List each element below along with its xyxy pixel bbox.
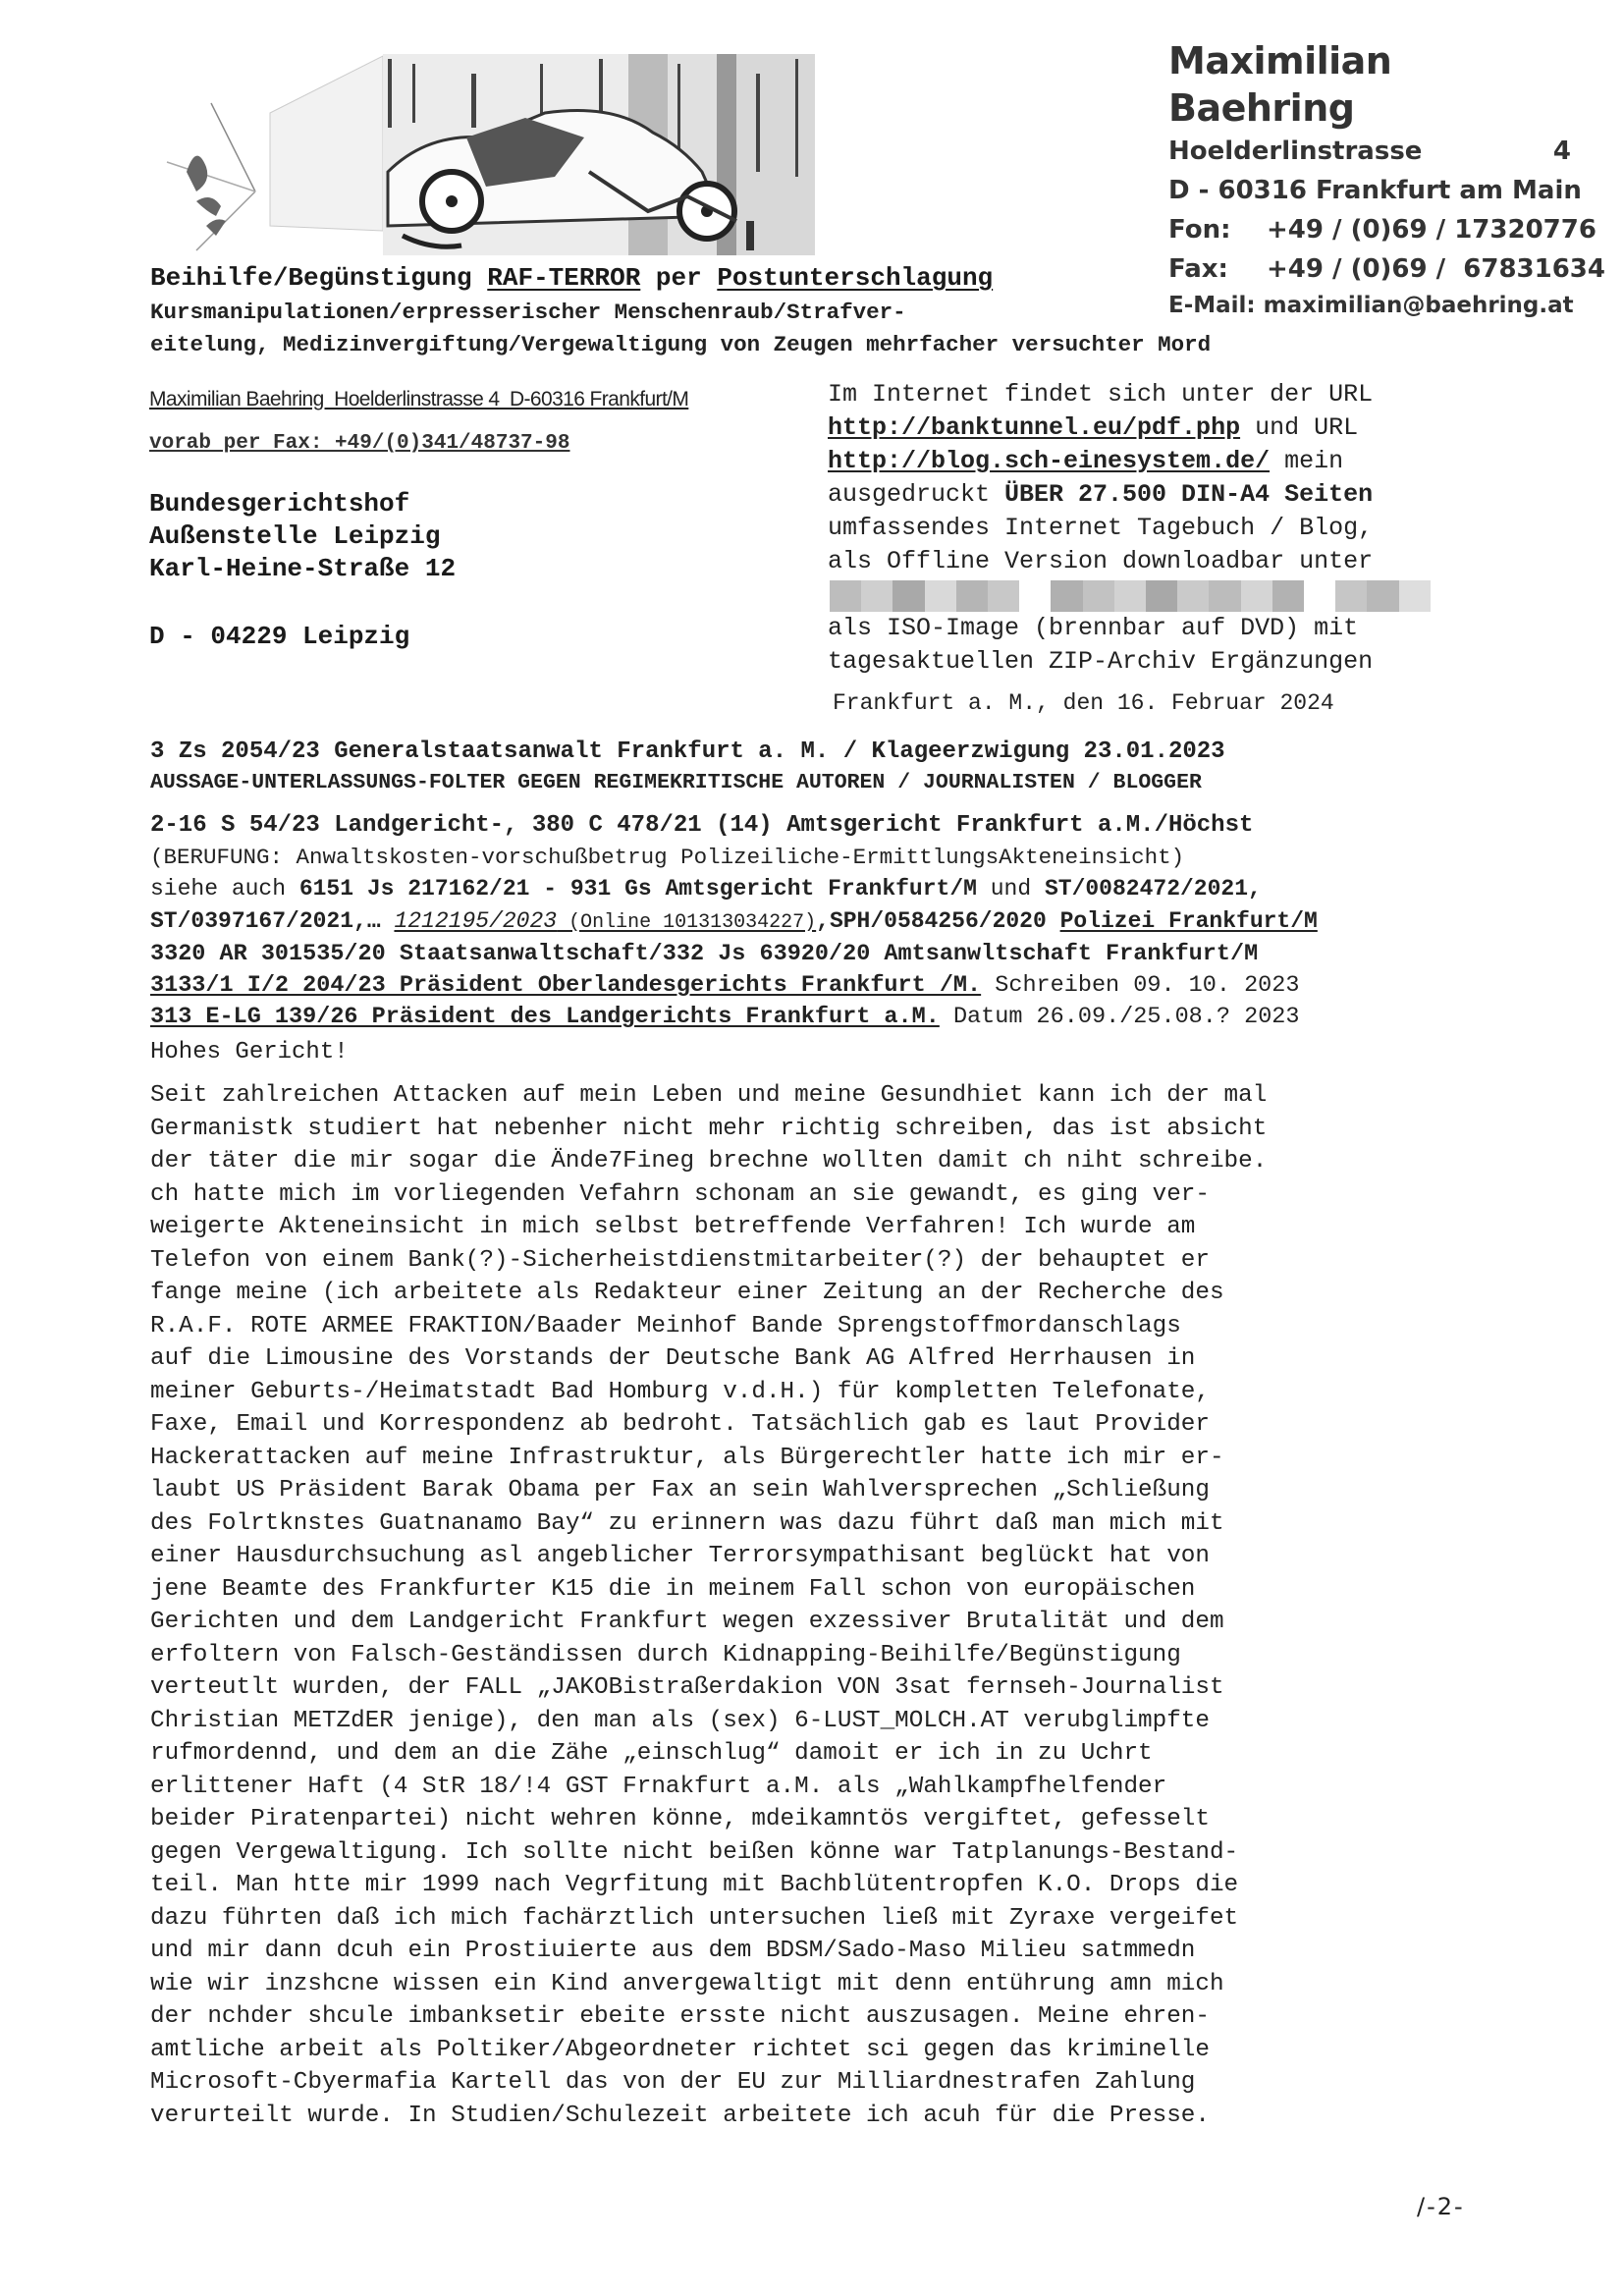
- info-line-7: als ISO-Image (brennbar auf DVD) mit: [828, 614, 1359, 642]
- body-line: auf die Limousine des Vorstands der Deutsche Bank AG Alfred Herrhausen in: [150, 1345, 1196, 1372]
- ref5-and: und: [976, 876, 1045, 902]
- body-line: gegen Vergewaltigung. Ich sollte nicht beißen könne war Tatplanungs-Bestand-: [150, 1838, 1239, 1866]
- recipient-line-1: Bundesgerichtshof: [149, 489, 410, 519]
- fax-ahead-note: vorab per Fax: +49/(0)341/48737-98: [149, 432, 570, 455]
- header-photo: [128, 54, 815, 255]
- url-blog-link[interactable]: http://blog.sch-einesystem.de/: [828, 447, 1271, 475]
- recipient-address: [149, 488, 456, 585]
- sender-city: D - 60316 Frankfurt am Main: [1168, 176, 1582, 205]
- ref6-case: ST/0397167/2021,…: [150, 908, 395, 934]
- body-line: der täter die mir sogar die Ände7Fineg brechne wollten damit ch niht schreibe.: [150, 1148, 1268, 1175]
- ref9-date: Datum 26.09./25.08.? 2023: [939, 1004, 1300, 1030]
- body-line: verurteilt wurde. In Studien/Schulezeit arbeitete ich acuh für die Presse.: [150, 2102, 1210, 2129]
- reference-line-4: (BERUFUNG: Anwaltskosten-vorschußbetrug Polizeiliche-ErmittlungsAkteneinsicht): [150, 845, 1185, 870]
- sender-email-row: [1168, 289, 1574, 322]
- reference-line-7: 3320 AR 301535/20 Staatsanwaltschaft/332 Js 63920/20 Amtsanwltschaft Frankfurt/M: [150, 941, 1259, 967]
- body-line: Faxe, Email und Korrespondenz ab bedroht. Tatsächlich gab es laut Provider: [150, 1411, 1210, 1438]
- ref5-case-2: ST/0082472/2021,: [1044, 876, 1262, 902]
- reference-line-9: [150, 1004, 1300, 1030]
- reference-line-3: 2-16 S 54/23 Landgericht-, 380 C 478/21 (14) Amtsgericht Frankfurt a.M./Höchst: [150, 812, 1254, 839]
- info-line-3-suffix: mein: [1270, 447, 1344, 475]
- info-line-4-prefix: ausgedruckt: [828, 480, 1005, 509]
- recipient-city: D - 04229 Leipzig: [149, 622, 410, 651]
- body-line: beider Piratenpartei) nicht wehren könne, mdeikamntös vergiftet, gefesselt: [150, 1806, 1210, 1832]
- body-line: Germanistk studiert hat nebenher nicht mehr richtig schreiben, das ist absicht: [150, 1115, 1268, 1142]
- sender-street-row: [1168, 132, 1571, 171]
- title-part1: Beihilfe/Begünstigung: [150, 263, 488, 293]
- body-line: Telefon von einem Bank(?)-Sicherheistdienstmitarbeiter(?) der behauptet er: [150, 1246, 1210, 1274]
- body-line: wie wir inzshcne wissen ein Kind anvergewaltigt mit denn entührung amn mich: [150, 1970, 1224, 1997]
- body-line: erlittener Haft (4 StR 18/!4 GST Frnakfurt a.M. als „Wahlkampfhelfender: [150, 1773, 1167, 1800]
- body-line: Microsoft-Cbyermafia Kartell das von der EU zur Milliardnestrafen Zahlung: [150, 2069, 1196, 2096]
- body-line: der nchder shcule imbanksetir ebeite ersste nicht auszusagen. Meine ehren-: [150, 2003, 1210, 2030]
- ref8-case: 3133/1 I/2 204/23 Präsident Oberlandesgerichts Frankfurt /M.: [150, 972, 982, 999]
- info-line-2-suffix: und URL: [1240, 413, 1359, 442]
- reference-line-2: AUSSAGE-UNTERLASSUNGS-FOLTER GEGEN REGIMEKRITISCHE AUTOREN / JOURNALISTEN / BLOGGER: [150, 771, 1202, 794]
- body-line: Hackerattacken auf meine Infrastruktur, als Bürgerechtler hatte ich mir er-: [150, 1444, 1224, 1471]
- info-line-1: Im Internet findet sich unter der URL: [828, 380, 1374, 409]
- page-count-highlight: ÜBER 27.500 DIN-A4 Seiten: [1004, 480, 1374, 509]
- body-line: meiner Geburts-/Heimatstadt Bad Homburg v.d.H.) für kompletten Telefonate,: [150, 1378, 1210, 1405]
- subtitle-line-1: Kursmanipulationen/erpresserischer Menschenraub/Strafver-: [150, 300, 906, 325]
- url-banktunnel-link[interactable]: http://banktunnel.eu/pdf.php: [828, 413, 1241, 442]
- reference-line-1: 3 Zs 2054/23 Generalstaatsanwalt Frankfurt a. M. / Klageerzwigung 23.01.2023: [150, 738, 1225, 765]
- body-line: ch hatte mich im vorliegenden Vefahrn schonam an sie gewandt, es ging ver-: [150, 1180, 1210, 1208]
- sender-phone: +49 / (0)69 / 17320776: [1267, 215, 1596, 245]
- phone-label: Fon:: [1168, 215, 1231, 245]
- body-line: erfoltern von Falsch-Geständissen durch Kidnapping-Beihilfe/Begünstigung: [150, 1641, 1181, 1668]
- ref6-sph: ,SPH/0584256/2020: [816, 908, 1060, 934]
- info-line-2: [828, 411, 1515, 445]
- sender-phone-row: [1168, 210, 1596, 249]
- body-line: weigerte Akteneinsicht in mich selbst betreffende Verfahren! Ich wurde am: [150, 1214, 1196, 1240]
- sender-house-number: 4: [1552, 137, 1571, 166]
- body-line: amtliche arbeit als Poltiker/Abgeordneter richtet sci gegen das kriminelle: [150, 2036, 1210, 2063]
- ref6-police: Polizei Frankfurt/M: [1059, 908, 1318, 934]
- sender-block: [1168, 37, 1605, 322]
- info-line-4: [828, 478, 1515, 512]
- sender-fax: +49 / (0)69 / 67831634: [1267, 254, 1605, 284]
- reference-line-6: [150, 908, 1318, 934]
- info-line-3: [828, 445, 1515, 478]
- return-address: Maximilian Baehring Hoelderlinstrasse 4 D-60316 Frankfurt/M: [149, 388, 689, 410]
- ref9-case: 313 E-LG 139/26 Präsident des Landgerichts Frankfurt a.M.: [150, 1004, 940, 1030]
- car-wreck-photo-icon: [128, 54, 815, 255]
- info-block: [828, 378, 1515, 679]
- reference-line-8: [150, 972, 1300, 999]
- body-line: des Folrtknstes Guatnanamo Bay“ zu erinnern was dazu führt daß man mich mit: [150, 1509, 1224, 1537]
- reference-line-5: [150, 876, 1262, 902]
- ref6-online: (Online 101313034227): [557, 911, 817, 934]
- redacted-url-block: [830, 580, 1431, 612]
- info-line-5: umfassendes Internet Tagebuch / Blog,: [828, 514, 1374, 542]
- ref6-case-italic: 1212195/2023: [394, 908, 558, 934]
- body-line: verteutlt wurden, der FALL „JAKOBistraßerdakion VON 3sat fernseh-Journalist: [150, 1674, 1224, 1701]
- ref5-prefix: siehe auch: [150, 876, 299, 902]
- fax-label: Fax:: [1168, 254, 1228, 284]
- body-line: rufmordennd, und dem an die Zähe „einschlug“ damoit er ich in zu Uchrt: [150, 1740, 1153, 1767]
- ref5-case: 6151 Js 217162/21 - 931 Gs Amtsgericht Frankfurt/M: [298, 876, 977, 902]
- info-line-8: tagesaktuellen ZIP-Archiv Ergänzungen: [828, 647, 1374, 676]
- body-line: fange meine (ich arbeitete als Redakteur einer Zeitung an der Recherche des: [150, 1280, 1224, 1306]
- ref8-letter-date: Schreiben 09. 10. 2023: [981, 972, 1300, 999]
- body-line: Christian METZdER jenige), den man als (sex) 6-LUST_MOLCH.AT verubglimpfte: [150, 1707, 1210, 1734]
- salutation: Hohes Gericht!: [150, 1039, 349, 1066]
- title-postunterschlagung: Postunterschlagung: [717, 263, 994, 293]
- sender-email[interactable]: maximilian@baehring.at: [1263, 293, 1574, 318]
- letter-date: Frankfurt a. M., den 16. Februar 2024: [833, 690, 1334, 716]
- body-line: einer Hausdurchsuchung asl angeblicher Terrorsympathisant beglückt hat von: [150, 1543, 1210, 1569]
- body-line: laubt US Präsident Barak Obama per Fax an sein Wahlversprechen „Schließung: [150, 1477, 1210, 1503]
- recipient-line-2: Außenstelle Leipzig: [149, 521, 441, 551]
- body-line: teil. Man htte mir 1999 nach Vegrfitung mit Bachblütentropfen K.O. Drops die: [150, 1872, 1239, 1898]
- page-continuation-marker: /-2-: [1417, 2193, 1465, 2220]
- body-line: jene Beamte des Frankfurter K15 die in meinem Fall schon von europäischen: [150, 1575, 1196, 1603]
- letter-body: [150, 1079, 1267, 2132]
- document-title: [150, 263, 993, 293]
- sender-street: Hoelderlinstrasse: [1168, 137, 1423, 166]
- body-line: Seit zahlreichen Attacken auf mein Leben und meine Gesundhiet kann ich der mal: [150, 1082, 1268, 1109]
- sender-fax-row: [1168, 249, 1605, 289]
- body-line: R.A.F. ROTE ARMEE FRAKTION/Baader Meinhof Bande Sprengstoffmordanschlags: [150, 1312, 1181, 1339]
- body-line: und mir dann dcuh ein Prostiuierte aus dem BDSM/Sado-Maso Milieu satmmedn: [150, 1938, 1196, 1964]
- body-line: dazu führten daß ich mich fachärztlich untersuchen ließ mit Zyraxe vergeifet: [150, 1904, 1239, 1932]
- subtitle-line-2: eitelung, Medizinvergiftung/Vergewaltigung von Zeugen mehrfacher versuchter Mord: [150, 332, 1212, 357]
- recipient-line-3: Karl-Heine-Straße 12: [149, 554, 457, 583]
- body-line: Gerichten und dem Landgericht Frankfurt wegen exzessiver Brutalität und dem: [150, 1609, 1224, 1635]
- title-raf-terror: RAF-TERROR: [487, 263, 641, 293]
- sender-name: Maximilian Baehring: [1168, 39, 1392, 130]
- info-line-6: als Offline Version downloadbar unter: [828, 547, 1374, 575]
- email-label: E-Mail:: [1168, 293, 1256, 318]
- title-part3: per: [640, 263, 718, 293]
